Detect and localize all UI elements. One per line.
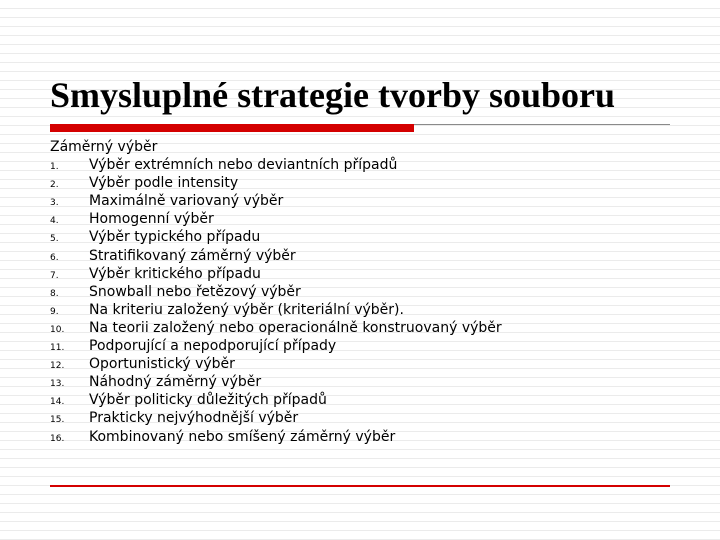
list-item (50, 156, 690, 174)
slide-title: Smysluplné strategie tvorby souboru (50, 75, 616, 115)
item-number: 5. (50, 234, 59, 245)
list-item (50, 319, 690, 337)
list-item (50, 210, 690, 228)
strategy-list (50, 156, 690, 446)
item-text: Maximálně variovaný výběr (89, 193, 284, 210)
item-number: 12. (50, 361, 65, 372)
item-number: 13. (50, 379, 65, 390)
list-item (50, 391, 690, 409)
item-text: Snowball nebo řetězový výběr (89, 283, 301, 300)
item-text: Homogenní výběr (89, 211, 214, 228)
item-number: 7. (50, 270, 59, 281)
item-text: Výběr extrémních nebo deviantních případů (89, 157, 398, 174)
item-text: Kombinovaný nebo smíšený záměrný výběr (89, 428, 396, 445)
item-text: Výběr kritického případu (89, 265, 261, 282)
list-item (50, 355, 690, 373)
item-text: Na kriteriu založený výběr (kriteriální výběr). (89, 301, 404, 318)
list-item (50, 283, 690, 301)
item-number: 3. (50, 198, 59, 209)
item-text: Prakticky nejvýhodnější výběr (89, 410, 299, 427)
item-number: 10. (50, 324, 65, 335)
list-item (50, 247, 690, 265)
item-text: Oportunistický výběr (89, 356, 235, 373)
item-number: 15. (50, 415, 65, 426)
item-number: 4. (50, 216, 59, 227)
list-heading: Záměrný výběr (50, 139, 158, 155)
item-number: 1. (50, 162, 59, 173)
list-item (50, 192, 690, 210)
item-text: Výběr politicky důležitých případů (89, 392, 327, 409)
footer-rule (50, 485, 670, 487)
item-number: 6. (50, 252, 59, 263)
list-item (50, 174, 690, 192)
list-item (50, 265, 690, 283)
item-text: Na teorii založený nebo operacionálně konstruovaný výběr (89, 319, 502, 336)
list-item (50, 301, 690, 319)
item-number: 11. (50, 343, 65, 354)
item-number: 2. (50, 180, 59, 191)
item-text: Stratifikovaný záměrný výběr (89, 247, 296, 264)
item-text: Náhodný záměrný výběr (89, 374, 262, 391)
list-item (50, 228, 690, 246)
list-item (50, 373, 690, 391)
item-number: 16. (50, 433, 65, 444)
item-number: 8. (50, 288, 59, 299)
item-number: 9. (50, 306, 59, 317)
item-text: Výběr typického případu (89, 229, 261, 246)
item-text: Podporující a nepodporující případy (89, 338, 337, 355)
list-item (50, 337, 690, 355)
list-item (50, 409, 690, 427)
item-text: Výběr podle intensity (89, 175, 239, 192)
item-number: 14. (50, 397, 65, 408)
slide-content (50, 138, 690, 446)
title-underline-rule (414, 124, 670, 125)
title-underline-accent (50, 124, 414, 132)
list-item (50, 428, 690, 446)
